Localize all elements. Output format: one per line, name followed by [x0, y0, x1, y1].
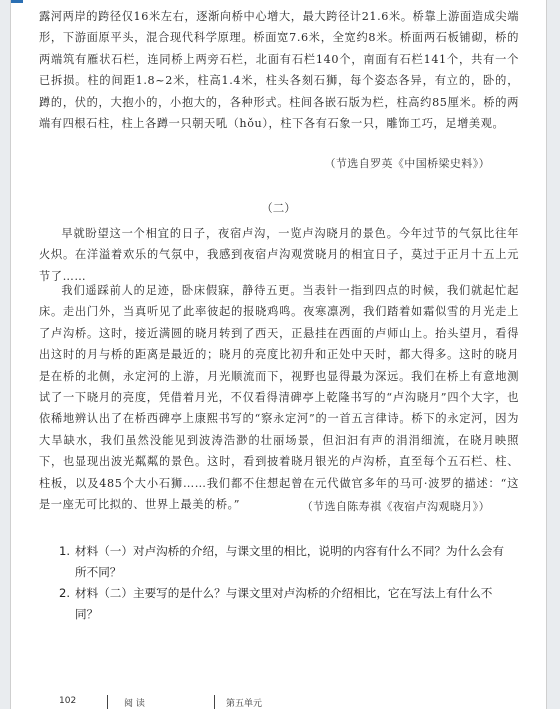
- page-number: 102: [59, 696, 77, 706]
- question-2-text: 材料（二）主要写的是什么？与课文里对卢沟桥的介绍相比，它在写法上有什么不同？: [75, 586, 493, 621]
- footer-unit-label: 第五单元: [226, 699, 263, 709]
- footer-section-label: 阅 读: [124, 699, 145, 709]
- question-1: [59, 541, 515, 583]
- question-1-number: 1.: [59, 544, 71, 558]
- footer-divider: [107, 695, 108, 709]
- material-two-paragraph-1: 早就盼望这一个相宜的日子，夜宿卢沟，一览卢沟晓月的景色。今年过节的气氛比往年火炽。在洋溢着欢乐的气氛中，我感到夜宿卢沟观赏晓月的相宜日子，莫过于正月十五上元节了……: [39, 227, 519, 283]
- material-two-heading: （二）: [261, 201, 296, 215]
- corner-mark: [11, 0, 23, 3]
- material-two-source: （节选自陈寿祺《夜宿卢沟观晓月》）: [301, 500, 490, 513]
- material-two-paragraph-2: 我们遥踩前人的足迹，卧床假寐，静待五更。当表针一指到四点的时候，我们就起忙起床。走出门外，当真听见了此率彼起的报晓鸡鸣。夜寒凛冽，我们踏着如霜似雪的月光走上了卢沟桥。这时，接近满圆的晓月转到了西天，正悬挂在西面的卢师山上。抬头望月，看得出这时的月与桥的距离是最近的；晓月的亮度比初升和正处中天时，都大得多。这时的晓月是在桥的北侧，永定河的上游，月光顺流而下，视野也显得最为深远。我们在桥上有意地测试了一下晓月的亮度，凭借着月光，不仅看得清碑亭上乾隆书写的“卢沟晓月”四个大字，也依稀地辨认出了在桥西碑亭上康熙书写的“察永定河”的一首五言律诗。桥下的永定河，因为大旱缺水，我们虽然没能见到波涛浩渺的壮丽场景，但汩汩有声的涓涓细流，在晓月映照下，也显现出波光粼粼的景色。这时，看到披着晓月银光的卢沟桥，直至每个五石栏、柱、柱板，以及485个大小石狮……我们都不住想起曾在元代做官多年的马可·波罗的描述：“这是一座无可比拟的、世界上最美的桥。”: [39, 284, 519, 512]
- page-footer: [11, 690, 546, 709]
- material-one-paragraph: 露河两岸的跨径仅16米左右，逐渐向桥中心增大，最大跨径计21.6米。桥靠上游面造成尖端形，下游面原平头，混合现代科学原理。桥面宽7.6米，全宽约8米。桥面两石板铺砌，桥的两端筑有雁状石栏，连同桥上两旁石栏，北面有石栏140个，南面有石栏141个，共有一个已拆损。柱的间距1.8~2米，柱高1.4米，柱头各刻石狮，每个姿态各异，有立的，卧的，蹲的，伏的，大抱小的，小抱大的，各种形式。柱间各嵌石版为栏，柱高约85厘米。桥的两端有四根石柱，柱上各蹲一只朝天吼（hǒu），柱下各有石象一只，雕饰工巧，足增美观。: [39, 10, 519, 131]
- question-2: [59, 583, 515, 625]
- textbook-page: [10, 0, 547, 709]
- question-1-text: 材料（一）对卢沟桥的介绍，与课文里的相比，说明的内容有什么不同？为什么会有所不同？: [75, 544, 504, 579]
- question-2-number: 2.: [59, 586, 71, 600]
- footer-divider: [214, 695, 215, 709]
- material-one-source: （节选自罗英《中国桥梁史料》）: [324, 157, 490, 170]
